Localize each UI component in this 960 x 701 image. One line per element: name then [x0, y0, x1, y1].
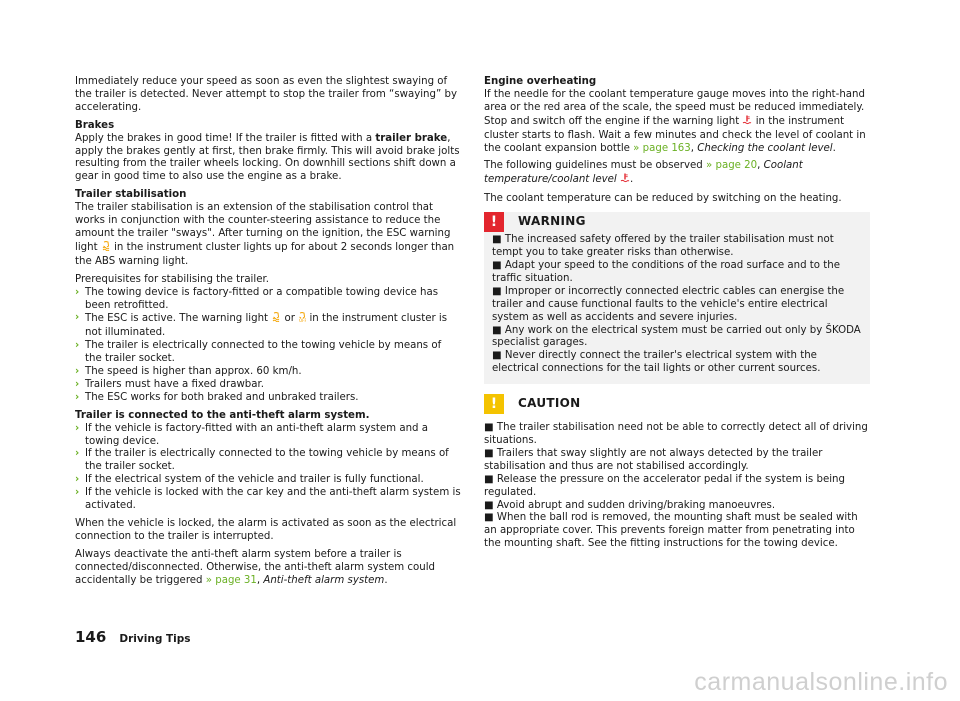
caution-header	[484, 394, 870, 416]
warning-box	[484, 212, 870, 384]
list-item: › The ESC is active. The warning light or OFF in the instrument cluster is not illuminated.	[75, 312, 448, 339]
page-reference-link[interactable]: » page 163	[633, 142, 691, 154]
list-item: › If the vehicle is factory-fitted with an anti-theft alarm system and a towing device.	[75, 422, 428, 447]
caution-item: ■ Trailers that sway slightly are not always detected by the trailer stabilisation and thus are not stabilised accordingly.	[484, 447, 823, 472]
page-number: 146	[75, 628, 107, 646]
brakes-heading: Brakes	[75, 119, 115, 131]
warning-item: ■ Improper or incorrectly connected electric cables can energise the trailer and cause functional faults to the vehicle's entire electrical system as well as accidents and severe injuries.	[492, 285, 845, 323]
warning-header	[492, 212, 866, 234]
engine-overheating-section: Engine overheating If the needle for the coolant temperature gauge moves into the right-hand area or the red area of the scale, the speed must be reduced immediately. Stop and switch off the engine if the warning light in the instrument cluster starts to flash. Wait a few minutes and check the level of coolant in the coolant expansion bottle » page 163, Checking the coolant level.	[484, 76, 870, 155]
list-item: › If the trailer is electrically connected to the towing vehicle by means of the trailer socket.	[75, 448, 449, 473]
svg-text:OFF: OFF	[299, 318, 307, 323]
list-item: › If the vehicle is locked with the car key and the anti-theft alarm system is activated.	[75, 487, 461, 512]
list-item: › The speed is higher than approx. 60 km/h.	[75, 366, 302, 378]
esc-warning-icon	[101, 241, 111, 256]
stabilisation-section: Trailer stabilisation The trailer stabilisation is an extension of the stabilisation control that works in conjunction with the counter-steering assistance to reduce the amount the trailer "sways". After turning on the ignition, the ESC warning light in the instrument cluster lights up for about 2 seconds longer than the ABS warning light.	[75, 189, 461, 268]
list-item: › The ESC works for both braked and unbraked trailers.	[75, 391, 359, 403]
stabilisation-heading: Trailer stabilisation	[75, 189, 187, 201]
left-column	[75, 76, 461, 593]
list-item: › Trailers must have a fixed drawbar.	[75, 378, 264, 390]
caution-item: ■ The trailer stabilisation need not be able to correctly detect all of driving situations.	[484, 422, 868, 447]
alarm-heading: Trailer is connected to the anti-theft alarm system.	[75, 409, 370, 421]
warning-item: ■ The increased safety offered by the trailer stabilisation must not tempt you to take greater risks than otherwise.	[492, 234, 834, 259]
caution-item: ■ Avoid abrupt and sudden driving/braking manoeuvres.	[484, 499, 776, 511]
caution-item: ■ When the ball rod is removed, the mounting shaft must be sealed with an appropriate cover. This prevents foreign matter from penetrating into the mounting shaft. See the fitting instructions for the towing device.	[484, 512, 858, 550]
reference-title: Coolant temperature/coolant level	[484, 160, 803, 186]
intro-paragraph: Immediately reduce your speed as soon as even the slightest swaying of the trailer is detected. Never attempt to stop the trailer from “swaying” by accelerating.	[75, 76, 457, 113]
list-item: › If the electrical system of the vehicle and trailer is fully functional.	[75, 474, 424, 486]
list-item: › The trailer is electrically connected to the towing vehicle by means of the trailer socket.	[75, 340, 442, 365]
alarm-deactivate-paragraph: Always deactivate the anti-theft alarm system before a trailer is connected/disconnected. Otherwise, the anti-theft alarm system could accidentally be triggered » page 31, Anti-theft alarm system.	[75, 548, 436, 586]
alarm-locked-paragraph: When the vehicle is locked, the alarm is activated as soon as the electrical connection to the trailer is interrupted.	[75, 518, 457, 542]
trailer-brake-term: trailer brake	[375, 132, 448, 144]
coolant-warning-icon	[742, 115, 752, 130]
page-reference-link[interactable]: » page 31	[205, 574, 257, 586]
heating-paragraph: The coolant temperature can be reduced by switching on the heating.	[484, 193, 842, 205]
warning-item: ■ Never directly connect the trailer's electrical system with the electrical connections for the tail lights or other current sources.	[492, 350, 821, 375]
warning-title: WARNING	[518, 214, 586, 229]
reference-title: Anti-theft alarm system	[263, 574, 385, 586]
page-reference-link[interactable]: » page 20	[706, 160, 758, 172]
reference-title: Checking the coolant level	[697, 142, 833, 154]
section-title: Driving Tips	[119, 633, 191, 645]
esc-off-icon	[298, 312, 306, 327]
caution-icon: !	[484, 394, 504, 414]
caution-item: ■ Release the pressure on the accelerator pedal if the system is being regulated.	[484, 473, 845, 498]
caution-title: CAUTION	[518, 396, 581, 411]
warning-item: ■ Adapt your speed to the conditions of the road surface and to the traffic situation.	[492, 259, 840, 284]
warning-item: ■ Any work on the electrical system must be carried out only by ŠKODA specialist garages.	[492, 324, 861, 349]
coolant-warning-icon	[620, 173, 630, 188]
guidelines-paragraph: The following guidelines must be observed » page 20, Coolant temperature/coolant level .	[484, 160, 870, 188]
engine-overheating-heading: Engine overheating	[484, 76, 597, 87]
right-column	[484, 76, 870, 551]
page-footer	[75, 627, 191, 646]
watermark-logo: carmanualsonline.info	[694, 668, 948, 696]
brakes-section: Brakes Apply the brakes in good time! If the trailer is fitted with a trailer brake, apply the brakes gently at first, then brake firmly. This will avoid brake jolts resulting from the trailer wheels locking. On downhill sections shift down a gear in good time to also use the engine as a brake.	[75, 119, 460, 183]
warning-icon: !	[484, 212, 504, 232]
prerequisites-label: Prerequisites for stabilising the trailer.	[75, 273, 269, 285]
list-item: › The towing device is factory-fitted or a compatible towing device has been retrofitted.	[75, 286, 439, 311]
esc-warning-icon	[271, 312, 281, 327]
